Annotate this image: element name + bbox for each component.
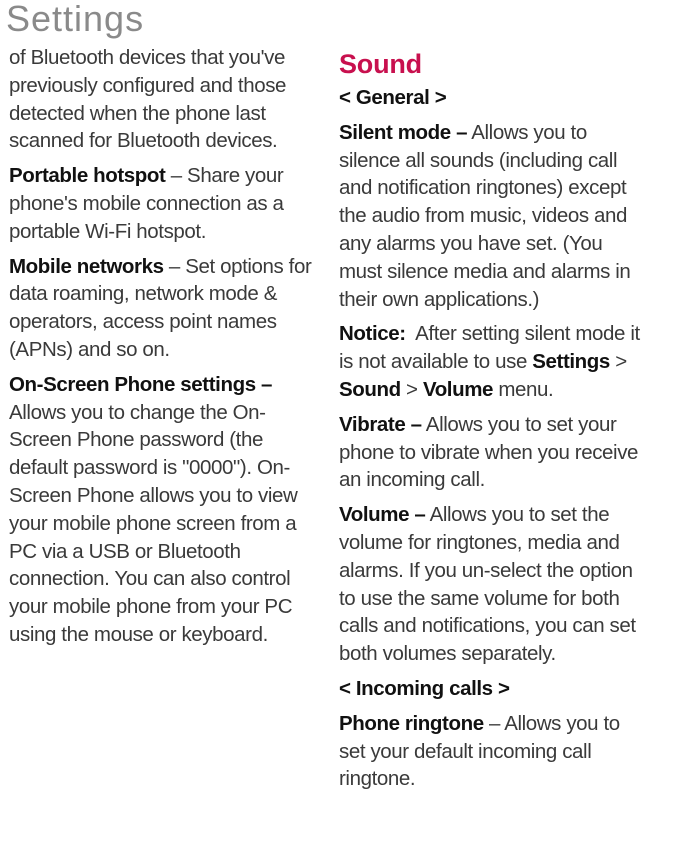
- notice-settings-term: Settings: [532, 350, 610, 374]
- volume-description: Allows you to set the volume for ringtones, media and alarms. If you un-select the option to use the same volume for both calls and notifications, you can set both volumes separately.: [339, 503, 636, 666]
- bluetooth-continuation-text: of Bluetooth devices that you've previously configured and those detected when the phone last scanned for Bluetooth devices.: [9, 46, 287, 153]
- silent-mode-paragraph: [339, 119, 644, 314]
- left-column: [9, 44, 319, 656]
- silent-mode-description: Allows you to silence all sounds (including call and notification ringtones) except the audio from music, videos and any alarms you have set. (You must silence media and alarms in their own applications.): [339, 120, 631, 311]
- volume-term: Volume –: [339, 503, 426, 527]
- notice-separator-1: >: [609, 350, 633, 374]
- mobile-networks-term: Mobile networks: [9, 254, 164, 278]
- notice-text-start: After setting silent mode it is not available to use: [339, 322, 646, 374]
- phone-ringtone-term: Phone ringtone: [339, 711, 484, 735]
- vibrate-term: Vibrate –: [339, 412, 422, 436]
- mobile-networks-paragraph: [9, 253, 319, 364]
- vibrate-description: Allows you to set your phone to vibrate when you receive an incoming call.: [339, 412, 639, 492]
- portable-hotspot-paragraph: [9, 162, 319, 245]
- on-screen-phone-term: On-Screen Phone settings –: [9, 372, 272, 396]
- notice-text-end: menu.: [493, 377, 554, 401]
- volume-paragraph: [339, 501, 644, 668]
- vibrate-paragraph: [339, 411, 644, 494]
- notice-volume-term: Volume: [422, 377, 494, 401]
- bluetooth-continuation-paragraph: [9, 44, 319, 155]
- portable-hotspot-term: Portable hotspot: [9, 164, 166, 188]
- mobile-networks-description: – Set options for data roaming, network mode & operators, access point names (APNs) and so on.: [9, 254, 312, 361]
- notice-term: Notice:: [339, 322, 406, 346]
- notice-separator-2: >: [400, 377, 423, 401]
- notice-sound-term: Sound: [339, 377, 401, 401]
- on-screen-phone-description: Allows you to change the On-Screen Phone password (the default password is "0000"). On-Screen Phone allows you to view your mobile phone screen from a PC via a USB or Bluetooth connection. You can also control your mobile phone from your PC using the mouse or keyboard.: [9, 400, 298, 646]
- sound-section-heading: Sound: [339, 49, 422, 79]
- silent-mode-term: Silent mode –: [339, 120, 468, 144]
- portable-hotspot-description: – Share your phone's mobile connection as a portable Wi-Fi hotspot.: [9, 164, 284, 243]
- on-screen-phone-paragraph: [9, 371, 319, 649]
- general-subheading: < General >: [339, 86, 447, 109]
- phone-ringtone-paragraph: [339, 710, 644, 793]
- notice-paragraph: [339, 320, 644, 403]
- page-title: Settings: [6, 0, 145, 39]
- incoming-calls-subheading: < Incoming calls >: [339, 676, 510, 700]
- phone-ringtone-description: – Allows you to set your default incoming call ringtone.: [339, 711, 620, 791]
- right-column: [339, 44, 644, 800]
